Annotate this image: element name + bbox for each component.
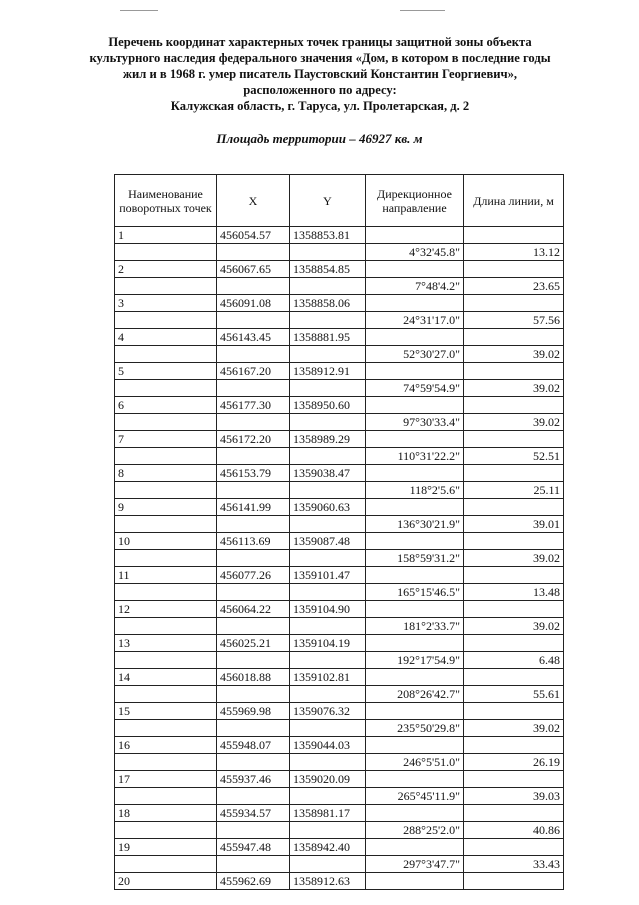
point-name-cell: 19 (115, 839, 217, 856)
length-cell-empty (464, 227, 564, 244)
y-coordinate-cell-empty (290, 686, 366, 703)
x-coordinate-cell-empty (217, 618, 290, 635)
y-coordinate-cell-empty (290, 482, 366, 499)
point-name-cell-empty (115, 788, 217, 805)
point-name-cell-empty (115, 720, 217, 737)
y-coordinate-cell-empty (290, 278, 366, 295)
y-coordinate-cell-empty (290, 414, 366, 431)
x-coordinate-cell-empty (217, 414, 290, 431)
y-coordinate-cell-empty (290, 312, 366, 329)
y-coordinate-cell-empty (290, 720, 366, 737)
x-coordinate-cell: 456064.22 (217, 601, 290, 618)
table-row-point (115, 873, 564, 890)
x-coordinate-cell: 456067.65 (217, 261, 290, 278)
point-name-cell: 2 (115, 261, 217, 278)
y-coordinate-cell: 1358854.85 (290, 261, 366, 278)
x-coordinate-cell: 456077.26 (217, 567, 290, 584)
title-line-2: культурного наследия федерального значения «Дом, в котором в последние годы (89, 51, 551, 65)
direction-cell-empty (366, 261, 464, 278)
y-coordinate-cell: 1359087.48 (290, 533, 366, 550)
direction-cell: 181°2'33.7" (366, 618, 464, 635)
x-coordinate-cell: 456172.20 (217, 431, 290, 448)
direction-cell: 52°30'27.0" (366, 346, 464, 363)
length-cell: 6.48 (464, 652, 564, 669)
table-row-segment (115, 278, 564, 295)
direction-cell: 165°15'46.5" (366, 584, 464, 601)
x-coordinate-cell-empty (217, 482, 290, 499)
table-row-point (115, 397, 564, 414)
x-coordinate-cell: 455962.69 (217, 873, 290, 890)
point-name-cell-empty (115, 754, 217, 771)
length-cell: 39.02 (464, 550, 564, 567)
x-coordinate-cell: 456141.99 (217, 499, 290, 516)
length-cell: 39.01 (464, 516, 564, 533)
y-coordinate-cell-empty (290, 754, 366, 771)
y-coordinate-cell: 1358989.29 (290, 431, 366, 448)
length-cell-empty (464, 499, 564, 516)
table-row-point (115, 567, 564, 584)
direction-cell-empty (366, 499, 464, 516)
direction-cell-empty (366, 227, 464, 244)
length-cell: 39.02 (464, 720, 564, 737)
point-name-cell-empty (115, 584, 217, 601)
length-cell-empty (464, 703, 564, 720)
table-row-point (115, 329, 564, 346)
territory-area: Площадь территории – 46927 кв. м (216, 131, 423, 146)
table-row-segment (115, 652, 564, 669)
direction-cell-empty (366, 397, 464, 414)
length-cell-empty (464, 567, 564, 584)
x-coordinate-cell-empty (217, 244, 290, 261)
point-name-cell: 5 (115, 363, 217, 380)
title-line-1: Перечень координат характерных точек границы защитной зоны объекта (108, 35, 532, 49)
direction-cell-empty (366, 363, 464, 380)
y-coordinate-cell: 1358950.60 (290, 397, 366, 414)
y-coordinate-cell: 1358981.17 (290, 805, 366, 822)
point-name-cell: 15 (115, 703, 217, 720)
x-coordinate-cell-empty (217, 856, 290, 873)
x-coordinate-cell: 456177.30 (217, 397, 290, 414)
table-row-segment (115, 686, 564, 703)
point-name-cell: 20 (115, 873, 217, 890)
length-cell: 39.02 (464, 346, 564, 363)
direction-cell: 118°2'5.6" (366, 482, 464, 499)
direction-cell: 110°31'22.2" (366, 448, 464, 465)
direction-cell: 297°3'47.7" (366, 856, 464, 873)
y-coordinate-cell: 1359104.90 (290, 601, 366, 618)
y-coordinate-cell: 1359076.32 (290, 703, 366, 720)
table-row-point (115, 465, 564, 482)
x-coordinate-cell-empty (217, 686, 290, 703)
x-coordinate-cell: 456143.45 (217, 329, 290, 346)
length-cell-empty (464, 669, 564, 686)
x-coordinate-cell: 455937.46 (217, 771, 290, 788)
length-cell: 39.03 (464, 788, 564, 805)
length-cell: 33.43 (464, 856, 564, 873)
x-coordinate-cell-empty (217, 788, 290, 805)
table-row-segment (115, 720, 564, 737)
table-row-segment (115, 788, 564, 805)
table-row-segment (115, 244, 564, 261)
x-coordinate-cell: 456153.79 (217, 465, 290, 482)
direction-cell-empty (366, 329, 464, 346)
direction-cell-empty (366, 839, 464, 856)
table-row-point (115, 227, 564, 244)
point-name-cell-empty (115, 550, 217, 567)
x-coordinate-cell: 456018.88 (217, 669, 290, 686)
point-name-cell: 7 (115, 431, 217, 448)
y-coordinate-cell: 1358912.63 (290, 873, 366, 890)
point-name-cell: 17 (115, 771, 217, 788)
point-name-cell-empty (115, 686, 217, 703)
x-coordinate-cell: 456091.08 (217, 295, 290, 312)
point-name-cell-empty (115, 482, 217, 499)
table-row-point (115, 499, 564, 516)
column-header-direction: Дирекционное направление (366, 175, 464, 227)
x-coordinate-cell: 456113.69 (217, 533, 290, 550)
length-cell: 57.56 (464, 312, 564, 329)
point-name-cell: 8 (115, 465, 217, 482)
direction-cell-empty (366, 465, 464, 482)
direction-cell: 24°31'17.0" (366, 312, 464, 329)
x-coordinate-cell-empty (217, 822, 290, 839)
y-coordinate-cell-empty (290, 652, 366, 669)
column-header-length: Длина линии, м (464, 175, 564, 227)
direction-cell-empty (366, 805, 464, 822)
x-coordinate-cell-empty (217, 380, 290, 397)
table-row-segment (115, 856, 564, 873)
column-header-x: X (217, 175, 290, 227)
point-name-cell-empty (115, 652, 217, 669)
point-name-cell-empty (115, 516, 217, 533)
table-row-segment (115, 448, 564, 465)
table-row-segment (115, 346, 564, 363)
direction-cell-empty (366, 431, 464, 448)
y-coordinate-cell-empty (290, 856, 366, 873)
point-name-cell-empty (115, 380, 217, 397)
table-row-point (115, 363, 564, 380)
table-row-point (115, 261, 564, 278)
length-cell: 23.65 (464, 278, 564, 295)
y-coordinate-cell-empty (290, 550, 366, 567)
x-coordinate-cell-empty (217, 550, 290, 567)
direction-cell-empty (366, 567, 464, 584)
direction-cell: 265°45'11.9" (366, 788, 464, 805)
length-cell-empty (464, 465, 564, 482)
y-coordinate-cell: 1358942.40 (290, 839, 366, 856)
y-coordinate-cell: 1358853.81 (290, 227, 366, 244)
point-name-cell: 9 (115, 499, 217, 516)
direction-cell: 208°26'42.7" (366, 686, 464, 703)
direction-cell: 235°50'29.8" (366, 720, 464, 737)
length-cell: 52.51 (464, 448, 564, 465)
length-cell: 13.48 (464, 584, 564, 601)
length-cell-empty (464, 873, 564, 890)
y-coordinate-cell-empty (290, 380, 366, 397)
table-row-point (115, 737, 564, 754)
y-coordinate-cell-empty (290, 244, 366, 261)
y-coordinate-cell-empty (290, 822, 366, 839)
x-coordinate-cell-empty (217, 720, 290, 737)
column-header-point-name: Наименование поворотных точек (115, 175, 217, 227)
table-row-segment (115, 312, 564, 329)
point-name-cell: 6 (115, 397, 217, 414)
direction-cell-empty (366, 635, 464, 652)
table-header-row (115, 175, 564, 227)
y-coordinate-cell: 1359101.47 (290, 567, 366, 584)
table-row-segment (115, 482, 564, 499)
y-coordinate-cell: 1359044.03 (290, 737, 366, 754)
length-cell: 13.12 (464, 244, 564, 261)
length-cell-empty (464, 431, 564, 448)
table-row-point (115, 771, 564, 788)
y-coordinate-cell: 1358881.95 (290, 329, 366, 346)
point-name-cell: 16 (115, 737, 217, 754)
point-name-cell-empty (115, 618, 217, 635)
direction-cell-empty (366, 533, 464, 550)
x-coordinate-cell-empty (217, 278, 290, 295)
y-coordinate-cell: 1359060.63 (290, 499, 366, 516)
table-row-segment (115, 550, 564, 567)
length-cell-empty (464, 329, 564, 346)
point-name-cell-empty (115, 856, 217, 873)
direction-cell: 192°17'54.9" (366, 652, 464, 669)
direction-cell-empty (366, 771, 464, 788)
document-title (20, 34, 620, 114)
point-name-cell-empty (115, 244, 217, 261)
point-name-cell: 1 (115, 227, 217, 244)
y-coordinate-cell: 1359020.09 (290, 771, 366, 788)
x-coordinate-cell: 455969.98 (217, 703, 290, 720)
point-name-cell: 3 (115, 295, 217, 312)
length-cell: 25.11 (464, 482, 564, 499)
column-header-y: Y (290, 175, 366, 227)
direction-cell: 158°59'31.2" (366, 550, 464, 567)
length-cell-empty (464, 805, 564, 822)
direction-cell-empty (366, 873, 464, 890)
length-cell: 39.02 (464, 618, 564, 635)
x-coordinate-cell: 455947.48 (217, 839, 290, 856)
y-coordinate-cell-empty (290, 346, 366, 363)
x-coordinate-cell-empty (217, 346, 290, 363)
length-cell-empty (464, 295, 564, 312)
title-line-address: Калужская область, г. Таруса, ул. Пролетарская, д. 2 (170, 99, 470, 113)
point-name-cell-empty (115, 448, 217, 465)
point-name-cell: 12 (115, 601, 217, 618)
table-row-segment (115, 584, 564, 601)
title-line-4: расположенного по адресу: (243, 83, 397, 97)
table-row-segment (115, 822, 564, 839)
y-coordinate-cell: 1358858.06 (290, 295, 366, 312)
table-row-segment (115, 516, 564, 533)
y-coordinate-cell: 1359104.19 (290, 635, 366, 652)
x-coordinate-cell-empty (217, 516, 290, 533)
y-coordinate-cell-empty (290, 618, 366, 635)
x-coordinate-cell: 456054.57 (217, 227, 290, 244)
length-cell-empty (464, 601, 564, 618)
point-name-cell-empty (115, 278, 217, 295)
point-name-cell-empty (115, 822, 217, 839)
point-name-cell: 4 (115, 329, 217, 346)
point-name-cell: 18 (115, 805, 217, 822)
length-cell-empty (464, 737, 564, 754)
direction-cell: 74°59'54.9" (366, 380, 464, 397)
table-row-point (115, 703, 564, 720)
coordinates-table (114, 174, 564, 890)
table-row-segment (115, 618, 564, 635)
direction-cell-empty (366, 669, 464, 686)
direction-cell: 288°25'2.0" (366, 822, 464, 839)
direction-cell-empty (366, 295, 464, 312)
direction-cell: 246°5'51.0" (366, 754, 464, 771)
length-cell-empty (464, 771, 564, 788)
x-coordinate-cell: 456025.21 (217, 635, 290, 652)
table-row-point (115, 669, 564, 686)
x-coordinate-cell-empty (217, 754, 290, 771)
y-coordinate-cell-empty (290, 788, 366, 805)
point-name-cell: 13 (115, 635, 217, 652)
scan-mark-left (120, 10, 158, 11)
table-row-point (115, 533, 564, 550)
y-coordinate-cell-empty (290, 584, 366, 601)
length-cell-empty (464, 363, 564, 380)
x-coordinate-cell: 455948.07 (217, 737, 290, 754)
x-coordinate-cell: 456167.20 (217, 363, 290, 380)
x-coordinate-cell: 455934.57 (217, 805, 290, 822)
point-name-cell-empty (115, 312, 217, 329)
y-coordinate-cell: 1358912.91 (290, 363, 366, 380)
direction-cell-empty (366, 601, 464, 618)
direction-cell: 97°30'33.4" (366, 414, 464, 431)
point-name-cell-empty (115, 414, 217, 431)
length-cell-empty (464, 635, 564, 652)
point-name-cell: 14 (115, 669, 217, 686)
y-coordinate-cell-empty (290, 516, 366, 533)
direction-cell-empty (366, 703, 464, 720)
length-cell: 26.19 (464, 754, 564, 771)
table-row-point (115, 601, 564, 618)
x-coordinate-cell-empty (217, 448, 290, 465)
x-coordinate-cell-empty (217, 584, 290, 601)
table-row-segment (115, 380, 564, 397)
table-row-point (115, 805, 564, 822)
point-name-cell-empty (115, 346, 217, 363)
direction-cell: 136°30'21.9" (366, 516, 464, 533)
y-coordinate-cell: 1359102.81 (290, 669, 366, 686)
length-cell-empty (464, 397, 564, 414)
length-cell: 40.86 (464, 822, 564, 839)
length-cell: 55.61 (464, 686, 564, 703)
x-coordinate-cell-empty (217, 652, 290, 669)
length-cell: 39.02 (464, 414, 564, 431)
y-coordinate-cell: 1359038.47 (290, 465, 366, 482)
direction-cell: 7°48'4.2" (366, 278, 464, 295)
table-row-point (115, 839, 564, 856)
table-row-point (115, 431, 564, 448)
x-coordinate-cell-empty (217, 312, 290, 329)
direction-cell-empty (366, 737, 464, 754)
table-row-point (115, 295, 564, 312)
direction-cell: 4°32'45.8" (366, 244, 464, 261)
length-cell-empty (464, 839, 564, 856)
point-name-cell: 10 (115, 533, 217, 550)
length-cell-empty (464, 261, 564, 278)
title-line-3: жил и в 1968 г. умер писатель Паустовский Константин Георгиевич», (122, 67, 518, 81)
length-cell: 39.02 (464, 380, 564, 397)
table-body (115, 227, 564, 890)
table-row-point (115, 635, 564, 652)
length-cell-empty (464, 533, 564, 550)
table-row-segment (115, 754, 564, 771)
y-coordinate-cell-empty (290, 448, 366, 465)
point-name-cell: 11 (115, 567, 217, 584)
table-row-segment (115, 414, 564, 431)
scan-mark-right (400, 10, 445, 11)
